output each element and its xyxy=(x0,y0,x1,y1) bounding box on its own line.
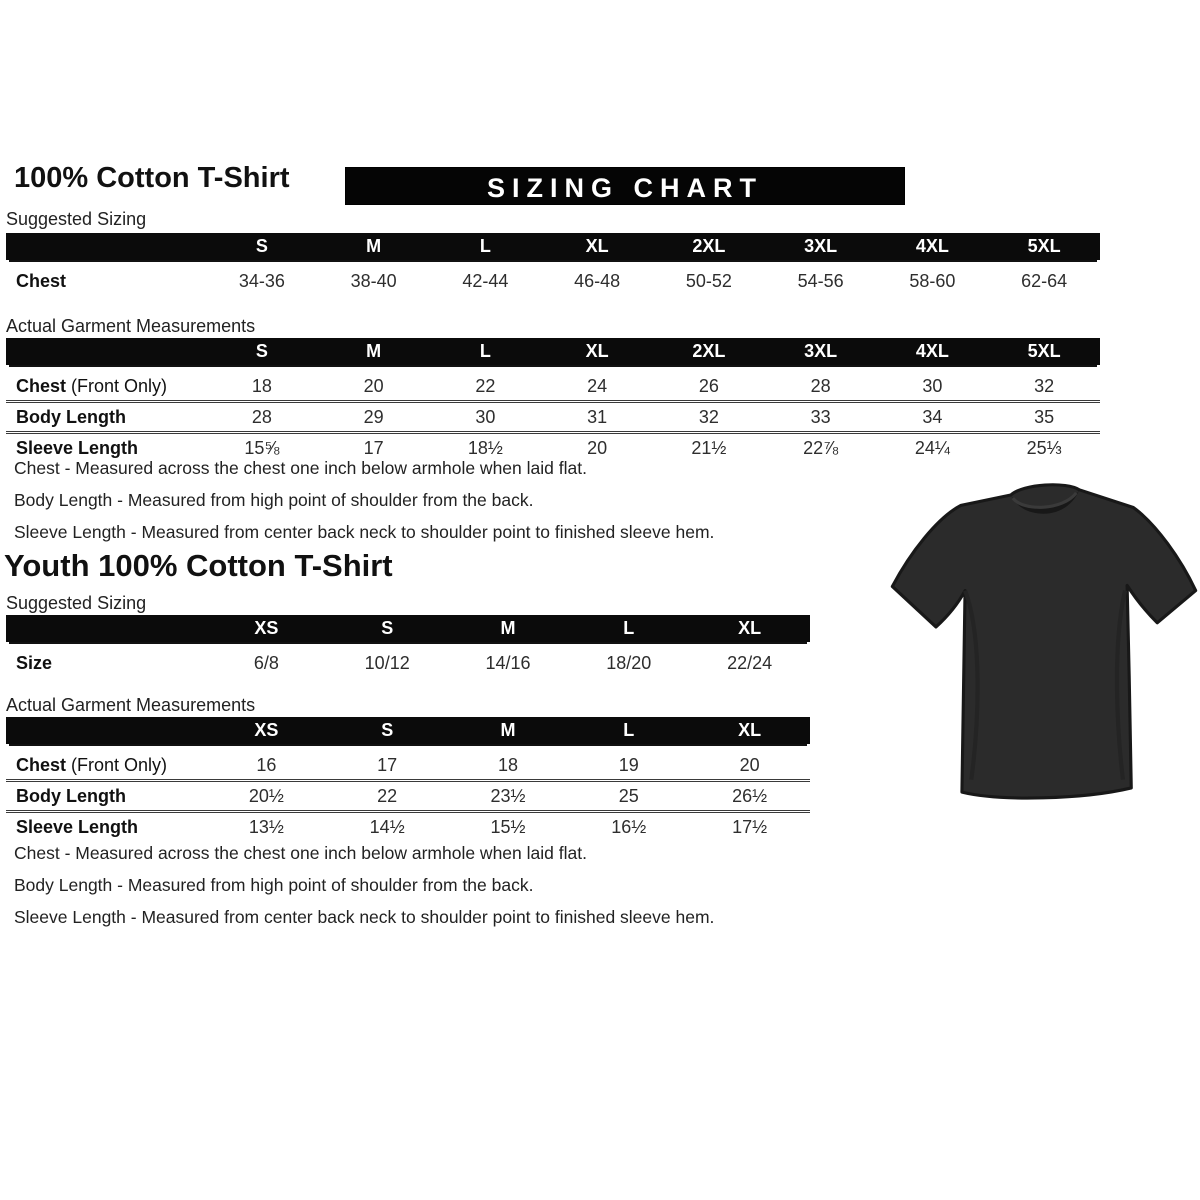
table-row xyxy=(6,779,810,810)
table-row xyxy=(6,400,1100,431)
size-column-header: M xyxy=(500,720,516,740)
size-column-header: L xyxy=(623,720,635,740)
measurement-cell: 50-52 xyxy=(685,270,732,291)
measurement-cell: 33 xyxy=(810,406,831,427)
measurement-cell: 24 xyxy=(587,375,608,396)
measurement-cell: 32 xyxy=(698,406,719,427)
adult-suggested-sizing-label: Suggested Sizing xyxy=(6,209,147,229)
sizing-chart-banner: SIZING CHART xyxy=(345,167,905,205)
youth-suggested-sizing-label: Suggested Sizing xyxy=(6,593,147,613)
size-column-header: 2XL xyxy=(692,341,726,361)
note-sleeve-length: Sleeve Length - Measured from center back neck to shoulder point to finished sleeve hem. xyxy=(14,907,715,927)
measurement-cell: 20 xyxy=(363,375,384,396)
size-column-header: 4XL xyxy=(915,236,949,256)
size-column-header: XL xyxy=(585,236,609,256)
measurement-cell: 23½ xyxy=(490,785,526,806)
measurement-cell: 22/24 xyxy=(727,652,773,673)
measurement-cell: 35 xyxy=(1034,406,1055,427)
measurement-cell: 24¼ xyxy=(914,437,950,458)
adult-measurement-notes xyxy=(14,458,714,554)
measurement-cell: 28 xyxy=(810,375,831,396)
size-column-header: 5XL xyxy=(1027,236,1061,256)
table-row xyxy=(6,810,810,841)
measurement-cell: 14/16 xyxy=(485,652,531,673)
adult-actual-measurements-label: Actual Garment Measurements xyxy=(6,316,256,336)
measurement-cell: 18 xyxy=(497,754,518,775)
measurement-cell: 34-36 xyxy=(238,270,285,291)
measurement-cell: 13½ xyxy=(248,816,284,837)
row-label: Chest (Front Only) xyxy=(16,754,168,775)
row-label: Body Length xyxy=(16,406,126,427)
note-body-length: Body Length - Measured from high point of shoulder from the back. xyxy=(14,875,534,895)
measurement-cell: 26 xyxy=(698,375,719,396)
measurement-cell: 20 xyxy=(587,437,608,458)
measurement-cell: 19 xyxy=(618,754,639,775)
size-column-header: S xyxy=(381,720,394,740)
measurement-cell: 10/12 xyxy=(364,652,410,673)
size-column-header: L xyxy=(479,236,491,256)
measurement-cell: 18 xyxy=(251,375,272,396)
measurement-cell: 32 xyxy=(1034,375,1055,396)
size-column-header: M xyxy=(366,341,382,361)
measurement-cell: 15½ xyxy=(490,816,526,837)
measurement-cell: 20 xyxy=(739,754,760,775)
adult-actual-measurements-table xyxy=(6,338,1100,462)
measurement-cell: 17 xyxy=(377,754,398,775)
size-column-header: XL xyxy=(738,618,762,638)
measurement-cell: 22⅞ xyxy=(803,437,839,458)
measurement-cell: 17 xyxy=(363,437,384,458)
measurement-cell: 16 xyxy=(256,754,277,775)
measurement-cell: 16½ xyxy=(611,816,647,837)
measurement-cell: 29 xyxy=(363,406,384,427)
table-header-row xyxy=(6,615,810,642)
measurement-cell: 28 xyxy=(251,406,272,427)
table-row xyxy=(6,372,1100,400)
size-column-header: XL xyxy=(738,720,762,740)
size-column-header: M xyxy=(366,236,382,256)
measurement-cell: 20½ xyxy=(248,785,284,806)
note-chest: Chest - Measured across the chest one inch below armhole when laid flat. xyxy=(14,458,587,478)
size-column-header: M xyxy=(500,618,516,638)
measurement-cell: 6/8 xyxy=(253,652,279,673)
youth-actual-measurements-table xyxy=(6,717,810,841)
row-label: Body Length xyxy=(16,785,126,806)
measurement-cell: 42-44 xyxy=(462,270,509,291)
measurement-cell: 21½ xyxy=(691,437,727,458)
youth-section-title: Youth 100% Cotton T-Shirt xyxy=(4,548,393,583)
youth-measurement-notes xyxy=(14,843,714,939)
adult-suggested-sizing-table xyxy=(6,233,1100,295)
note-sleeve-length: Sleeve Length - Measured from center back neck to shoulder point to finished sleeve hem. xyxy=(14,522,715,542)
size-column-header: 3XL xyxy=(804,236,838,256)
measurement-cell: 25 xyxy=(618,785,639,806)
measurement-cell: 54-56 xyxy=(797,270,844,291)
size-column-header: L xyxy=(479,341,491,361)
size-column-header: XS xyxy=(254,618,279,638)
size-column-header: 4XL xyxy=(915,341,949,361)
measurement-cell: 46-48 xyxy=(574,270,621,291)
row-label: Sleeve Length xyxy=(16,437,139,458)
row-label: Sleeve Length xyxy=(16,816,139,837)
adult-section-title: 100% Cotton T-Shirt xyxy=(14,162,290,194)
youth-actual-measurements-label: Actual Garment Measurements xyxy=(6,695,256,715)
table-row xyxy=(6,649,810,677)
size-column-header: L xyxy=(623,618,635,638)
note-chest: Chest - Measured across the chest one inch below armhole when laid flat. xyxy=(14,843,587,863)
tshirt-icon xyxy=(888,468,1200,816)
measurement-cell: 17½ xyxy=(732,816,768,837)
size-column-header: S xyxy=(381,618,394,638)
table-header-row xyxy=(6,338,1100,365)
measurement-cell: 31 xyxy=(587,406,608,427)
size-column-header: 3XL xyxy=(804,341,838,361)
measurement-cell: 18/20 xyxy=(606,652,652,673)
measurement-cell: 38-40 xyxy=(350,270,397,291)
measurement-cell: 25⅓ xyxy=(1026,437,1062,458)
measurement-cell: 58-60 xyxy=(909,270,956,291)
youth-suggested-sizing-table xyxy=(6,615,810,677)
size-column-header: S xyxy=(255,236,268,256)
note-body-length: Body Length - Measured from high point of shoulder from the back. xyxy=(14,490,534,510)
size-column-header: 5XL xyxy=(1027,341,1061,361)
measurement-cell: 22 xyxy=(475,375,496,396)
measurement-cell: 30 xyxy=(475,406,496,427)
measurement-cell: 26½ xyxy=(732,785,768,806)
tshirt-image xyxy=(888,468,1200,816)
table-header-row xyxy=(6,717,810,744)
table-header-row xyxy=(6,233,1100,260)
row-label: Chest xyxy=(16,270,67,291)
measurement-cell: 34 xyxy=(922,406,943,427)
measurement-cell: 62-64 xyxy=(1021,270,1068,291)
measurement-cell: 18½ xyxy=(467,437,503,458)
row-label: Size xyxy=(16,652,53,673)
table-row xyxy=(6,751,810,779)
size-column-header: S xyxy=(255,341,268,361)
size-column-header: 2XL xyxy=(692,236,726,256)
size-column-header: XS xyxy=(254,720,279,740)
measurement-cell: 22 xyxy=(377,785,398,806)
measurement-cell: 30 xyxy=(922,375,943,396)
table-row xyxy=(6,267,1100,295)
measurement-cell: 15⅝ xyxy=(244,437,280,458)
row-label: Chest (Front Only) xyxy=(16,375,168,396)
size-column-header: XL xyxy=(585,341,609,361)
measurement-cell: 14½ xyxy=(369,816,405,837)
